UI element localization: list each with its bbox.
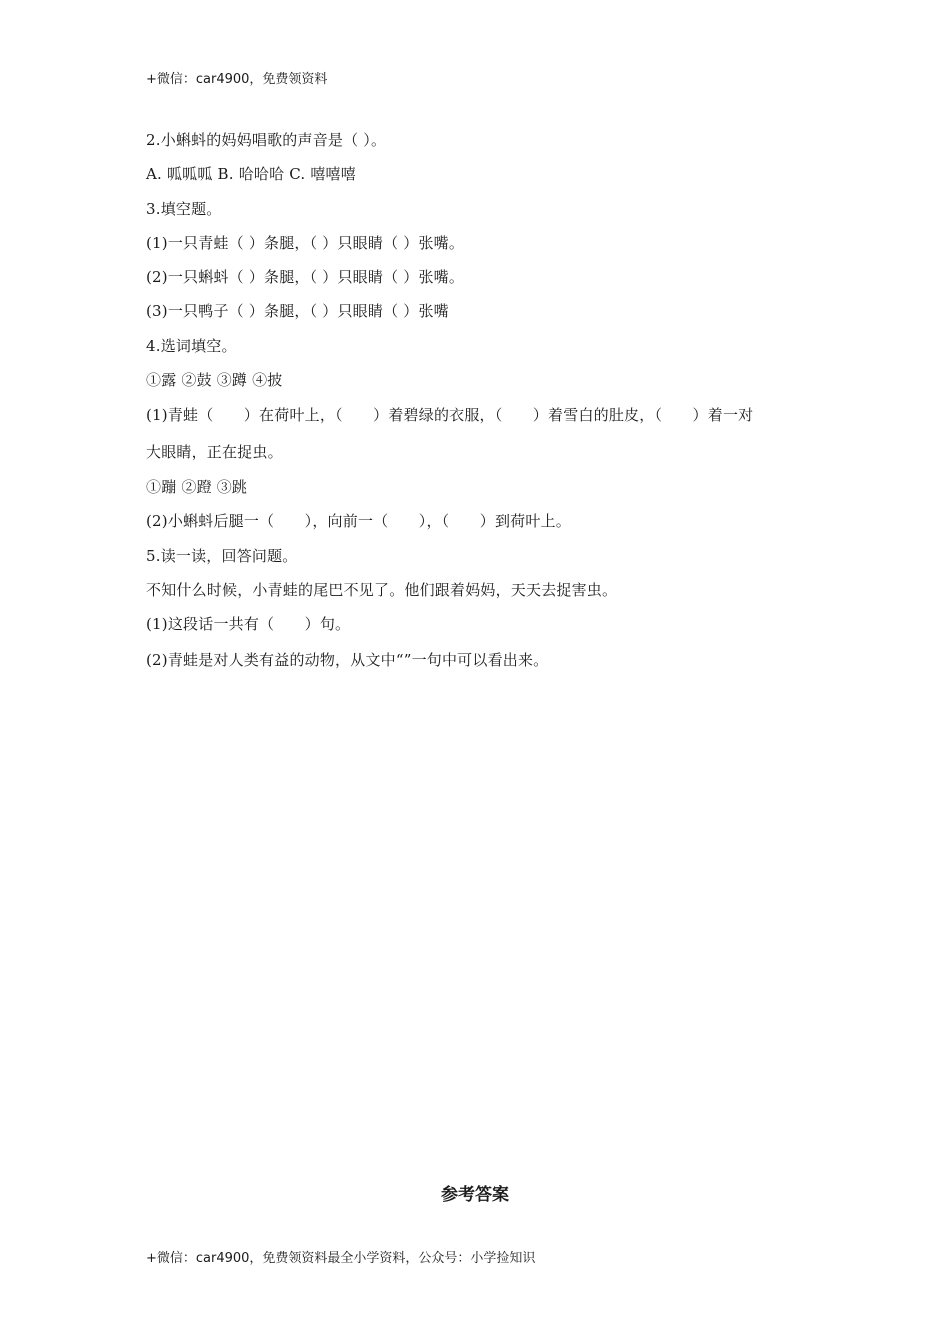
question-4: 4.选词填空。 [146,337,237,355]
page-footer: +微信：car4900，免费领资料最全小学资料，公众号：小学捡知识 [146,1251,536,1266]
question-3-item-2: (2)一只蝌蚪（ ）条腿，（ ）只眼睛（ ）张嘴。 [146,268,465,286]
question-2: 2.小蝌蚪的妈妈唱歌的声音是（ ）。 [146,131,387,149]
question-3-item-3: (3)一只鸭子（ ）条腿，（ ）只眼睛（ ）张嘴 [146,302,449,320]
reading-passage: 不知什么时候，小青蛙的尾巴不见了。他们跟着妈妈，天天去捉害虫。 [146,581,618,599]
question-5: 5.读一读，回答问题。 [146,547,298,565]
question-5-item-2: (2)青蛙是对人类有益的动物，从文中“”一句中可以看出来。 [146,651,549,669]
question-3-item-1: (1)一只青蛙（ ）条腿，（ ）只眼睛（ ）张嘴。 [146,234,465,252]
question-4-item-1-cont: 大眼睛，正在捉虫。 [146,443,283,461]
question-3: 3.填空题。 [146,200,222,218]
question-4-item-1: (1)青蛙（ ）在荷叶上，（ ）着碧绿的衣服，（ ）着雪白的肚皮，（ ）着一对 [146,406,754,424]
page-header: +微信：car4900，免费领资料 [146,72,328,87]
question-4-item-2: (2)小蝌蚪后腿一（ ），向前一（ ），（ ）到荷叶上。 [146,512,571,530]
word-choices-2: ①蹦 ②蹬 ③跳 [146,478,248,496]
answer-section-title: 参考答案 [441,1185,509,1205]
question-5-item-1: (1)这段话一共有（ ）句。 [146,615,351,633]
question-2-options: A. 呱呱呱 B. 哈哈哈 C. 嘻嘻嘻 [146,165,356,183]
word-choices-1: ①露 ②鼓 ③蹲 ④披 [146,371,283,389]
